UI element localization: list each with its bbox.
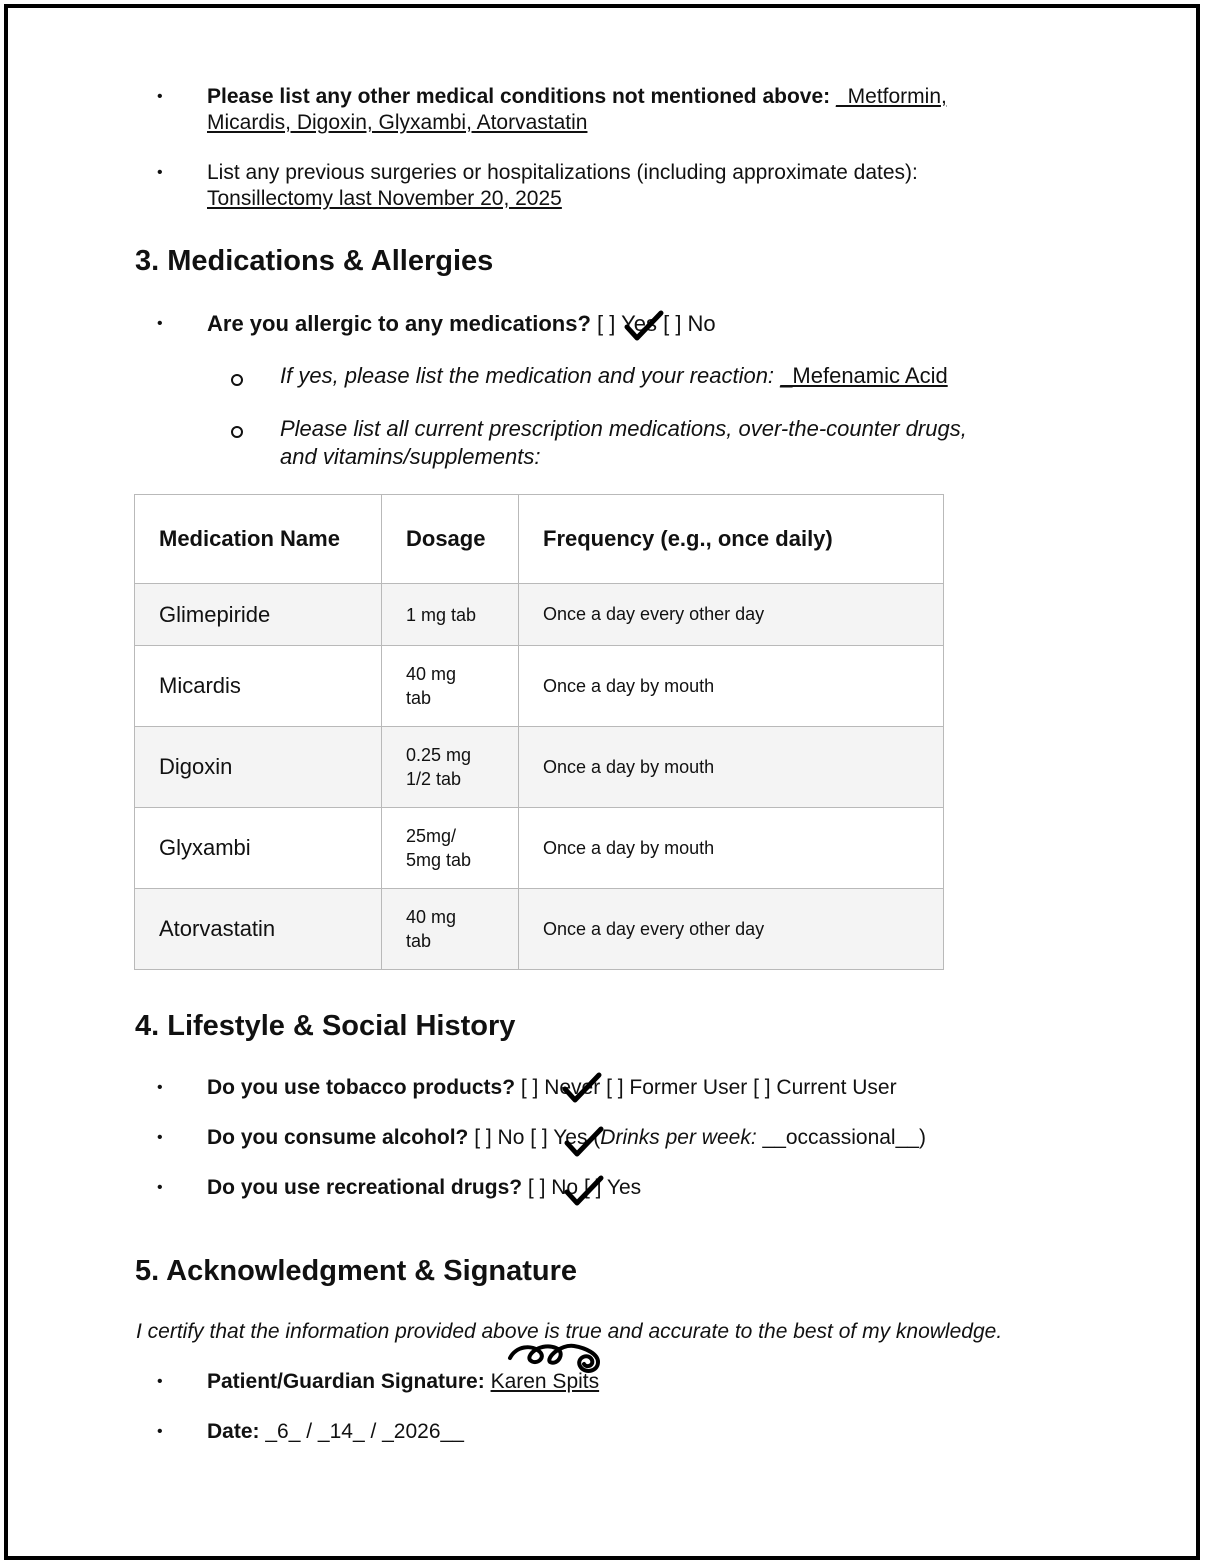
drinks-answer[interactable]: __occassional__	[762, 1126, 919, 1149]
alcohol-question: Do you consume alcohol?	[207, 1126, 469, 1149]
checkmark-icon	[564, 1175, 604, 1207]
frequency-cell[interactable]: Once a day every other day	[519, 889, 944, 970]
medication-name-cell[interactable]: Atorvastatin	[135, 889, 382, 970]
other-conditions-item	[207, 84, 947, 110]
medication-list-prompt	[280, 415, 967, 471]
date-row	[207, 1419, 464, 1445]
dosage-cell[interactable]: 40 mg tab	[382, 889, 519, 970]
bullet-dot: •	[157, 1129, 163, 1146]
medication-name-cell[interactable]: Micardis	[135, 646, 382, 727]
other-conditions-label: Please list any other medical conditions not mentioned above:	[207, 85, 831, 108]
dosage-cell[interactable]: 40 mg tab	[382, 646, 519, 727]
certification-statement: I certify that the information provided above is true and accurate to the best of my knowledge.	[136, 1320, 1003, 1343]
dosage-cell[interactable]: 0.25 mg 1/2 tab	[382, 727, 519, 808]
section-3-heading: 3. Medications & Allergies	[135, 245, 494, 277]
alcohol-options[interactable]: [ ] No [ ] Yes (	[474, 1126, 601, 1149]
allergy-question: Are you allergic to any medications?	[207, 311, 591, 336]
surgeries-label: List any previous surgeries or hospitalizations (including approximate dates):	[207, 161, 918, 184]
tobacco-question: Do you use tobacco products?	[207, 1076, 516, 1099]
table-row	[135, 727, 944, 808]
reaction-row	[280, 363, 948, 389]
frequency-cell[interactable]: Once a day by mouth	[519, 727, 944, 808]
bullet-dot: •	[157, 88, 163, 105]
bullet-dot: •	[157, 315, 163, 332]
table-row	[135, 808, 944, 889]
allergy-yes-option[interactable]: [ ] Yes	[597, 311, 657, 336]
drugs-question: Do you use recreational drugs?	[207, 1176, 523, 1199]
frequency-cell[interactable]: Once a day by mouth	[519, 808, 944, 889]
medication-list-prompt-line2: and vitamins/supplements:	[280, 444, 541, 469]
bullet-dot: •	[157, 164, 163, 181]
medication-name-cell[interactable]: Glyxambi	[135, 808, 382, 889]
header-medication-name: Medication Name	[135, 495, 382, 584]
table-row	[135, 584, 944, 646]
date-value[interactable]: _6_ / _14_ / _2026__	[265, 1420, 464, 1443]
checkmark-icon	[624, 310, 664, 342]
bullet-dot: •	[157, 1423, 163, 1440]
signature-name[interactable]: Karen Spits	[490, 1370, 600, 1393]
frequency-cell[interactable]: Once a day every other day	[519, 584, 944, 646]
medication-name-cell[interactable]: Digoxin	[135, 727, 382, 808]
drugs-options[interactable]: [ ] No [ ] Yes	[527, 1176, 642, 1199]
table-row	[135, 889, 944, 970]
checkmark-icon	[562, 1072, 602, 1104]
table-header-row	[135, 495, 944, 584]
bullet-dot: •	[157, 1079, 163, 1096]
surgeries-answer[interactable]: Tonsillectomy last November 20, 2025	[207, 187, 562, 210]
medication-name-cell[interactable]: Glimepiride	[135, 584, 382, 646]
header-frequency: Frequency (e.g., once daily)	[519, 495, 944, 584]
circle-bullet-icon	[231, 426, 243, 438]
checkmark-icon	[564, 1126, 604, 1158]
signature-label: Patient/Guardian Signature:	[207, 1370, 485, 1393]
bullet-dot: •	[157, 1179, 163, 1196]
dosage-cell[interactable]: 25mg/ 5mg tab	[382, 808, 519, 889]
close-paren: )	[918, 1126, 926, 1149]
medication-list-prompt-line1: Please list all current prescription medications, over-the-counter drugs,	[280, 416, 967, 441]
header-dosage: Dosage	[382, 495, 519, 584]
tobacco-options[interactable]: [ ] Never [ ] Former User [ ] Current User	[520, 1076, 897, 1099]
signature-row	[207, 1369, 599, 1395]
tobacco-row	[207, 1075, 897, 1101]
section-5-heading: 5. Acknowledgment & Signature	[135, 1255, 578, 1287]
other-conditions-answer-line2[interactable]: Micardis, Digoxin, Glyxambi, Atorvastatin	[207, 111, 588, 134]
reaction-answer[interactable]: _Mefenamic Acid	[780, 363, 948, 388]
other-conditions-answer-line1[interactable]: _Metformin,	[835, 85, 947, 108]
section-4-heading: 4. Lifestyle & Social History	[135, 1010, 516, 1042]
medications-table	[134, 494, 944, 970]
date-label: Date:	[207, 1420, 260, 1443]
dosage-cell[interactable]: 1 mg tab	[382, 584, 519, 646]
table-row	[135, 646, 944, 727]
frequency-cell[interactable]: Once a day by mouth	[519, 646, 944, 727]
reaction-prompt: If yes, please list the medication and your reaction:	[280, 363, 775, 388]
drinks-label: Drinks per week:	[600, 1126, 757, 1149]
bullet-dot: •	[157, 1373, 163, 1390]
circle-bullet-icon	[231, 374, 243, 386]
allergy-no-option[interactable]: [ ] No	[663, 311, 716, 336]
